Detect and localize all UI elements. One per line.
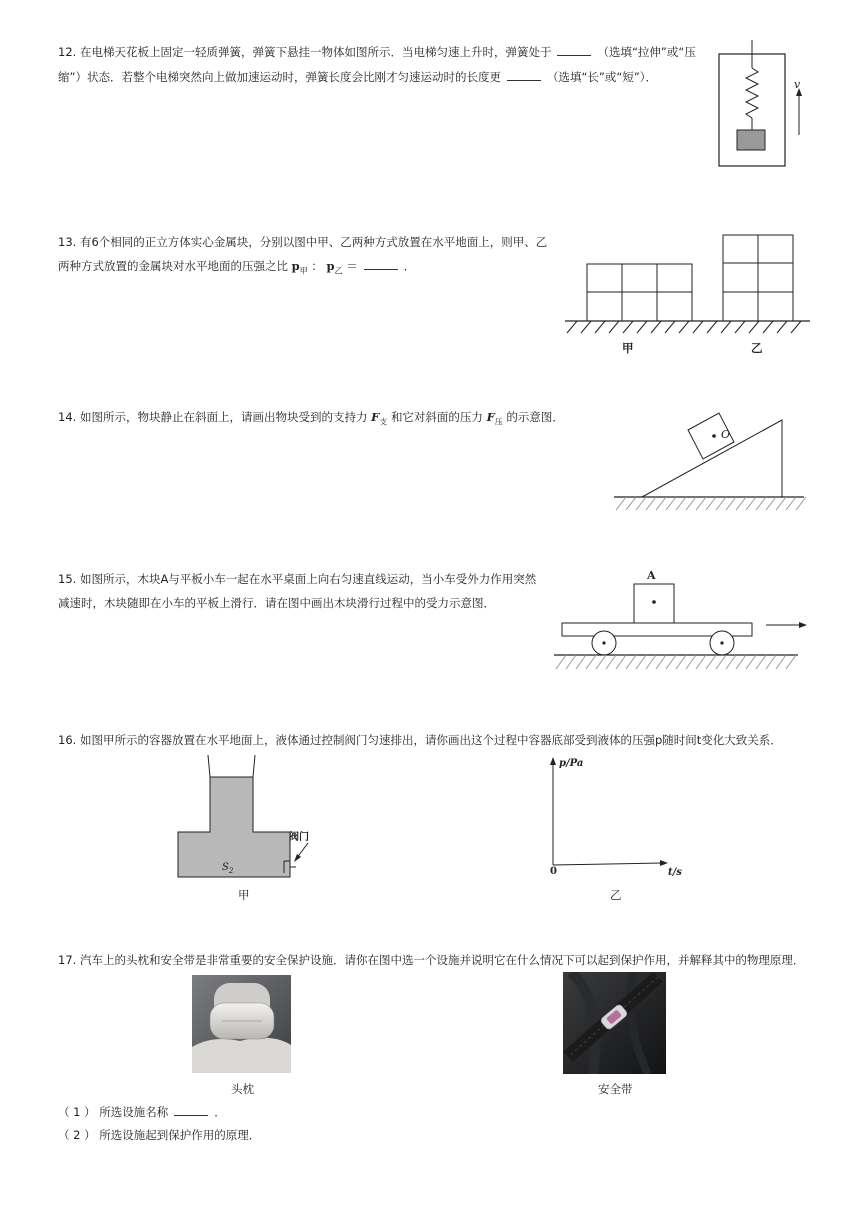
q15-line2: 减速时，木块随即在小车的平板上滑行．请在图中画出木块滑行过程中的受力示意图． bbox=[58, 596, 495, 610]
headrest-photo bbox=[192, 975, 291, 1073]
q14-point-label: O bbox=[721, 428, 731, 441]
q15-line1: 15. 如图所示，木块A与平板小车一起在水平桌面上向右匀速直线运动，当小车受外力作用突然 bbox=[58, 572, 537, 586]
q13-line2: 两种方式放置的金属块对水平地面的压强之比 $p_甲$ ： $p_乙$ ＝ ． bbox=[58, 259, 416, 276]
q16-line: 16. 如图甲所示的容器放置在水平地面上，液体通过控制阀门匀速排出，请你画出这个过程中容器底部受到液体的压强p随时间t变化大致关系． bbox=[58, 733, 782, 747]
q16-valve-label: 阀门 bbox=[289, 832, 309, 843]
caption-headrest: 头枕 bbox=[231, 1082, 254, 1096]
caption-seatbelt: 安全带 bbox=[598, 1082, 633, 1096]
q15-cart-figure bbox=[552, 580, 812, 675]
q13-blank[interactable] bbox=[364, 259, 398, 270]
q17-line: 17. 汽车上的头枕和安全带是非常重要的安全保护设施．请你在图中选一个设施并说明它在什么情况下可以起到保护作用，并解释其中的物理原理． bbox=[58, 953, 805, 967]
q12-elevator-figure bbox=[715, 40, 815, 170]
q17-sub2: （ 2 ） 所选设施起到保护作用的原理． bbox=[58, 1128, 261, 1142]
q12-line1: 12. 在电梯天花板上固定一轻质弹簧，弹簧下悬挂一物体如图所示．当电梯匀速上升时，弹簧处于 （选填“拉伸”或“压 bbox=[58, 45, 696, 59]
q13-blocks-figure bbox=[565, 232, 810, 342]
q13-label-jia: 甲 bbox=[622, 341, 634, 355]
q13-line1: 13. 有6个相同的正立方体实心金属块，分别以图中甲、乙两种方式放置在水平地面上，则甲、乙 bbox=[58, 235, 548, 249]
seatbelt-photo bbox=[563, 972, 666, 1074]
q16-pt-axes bbox=[548, 755, 678, 870]
q12-blank2[interactable] bbox=[507, 70, 541, 81]
q16-caption-jia: 甲 bbox=[238, 888, 250, 902]
q16-container-figure bbox=[170, 755, 330, 885]
q16-axis-x-label: t/s bbox=[668, 867, 682, 878]
q15-block-label: A bbox=[647, 569, 656, 582]
q17-blank[interactable] bbox=[174, 1105, 208, 1116]
q12-line2: 缩”）状态．若整个电梯突然向上做加速运动时，弹簧长度会比刚才匀速运动时的长度更 （选填“长”或“短”）． bbox=[58, 70, 658, 84]
q13-label-yi: 乙 bbox=[751, 341, 763, 355]
q14-incline-figure bbox=[612, 400, 807, 515]
q14-line: 14. 如图所示，物块静止在斜面上，请画出物块受到的支持力 $F_支$ 和它对斜面的压力 $F_压$ 的示意图． bbox=[58, 410, 564, 427]
q16-area-label: $S_2$ bbox=[222, 862, 234, 875]
q16-origin-label: 0 bbox=[550, 866, 557, 877]
q12-velocity-label: v bbox=[794, 78, 801, 91]
q16-caption-yi: 乙 bbox=[610, 888, 622, 902]
q16-axis-y-label: p/Pa bbox=[559, 758, 584, 769]
q12-blank1[interactable] bbox=[557, 45, 591, 56]
q17-sub1: （ 1 ） 所选设施名称 ． bbox=[58, 1105, 226, 1119]
